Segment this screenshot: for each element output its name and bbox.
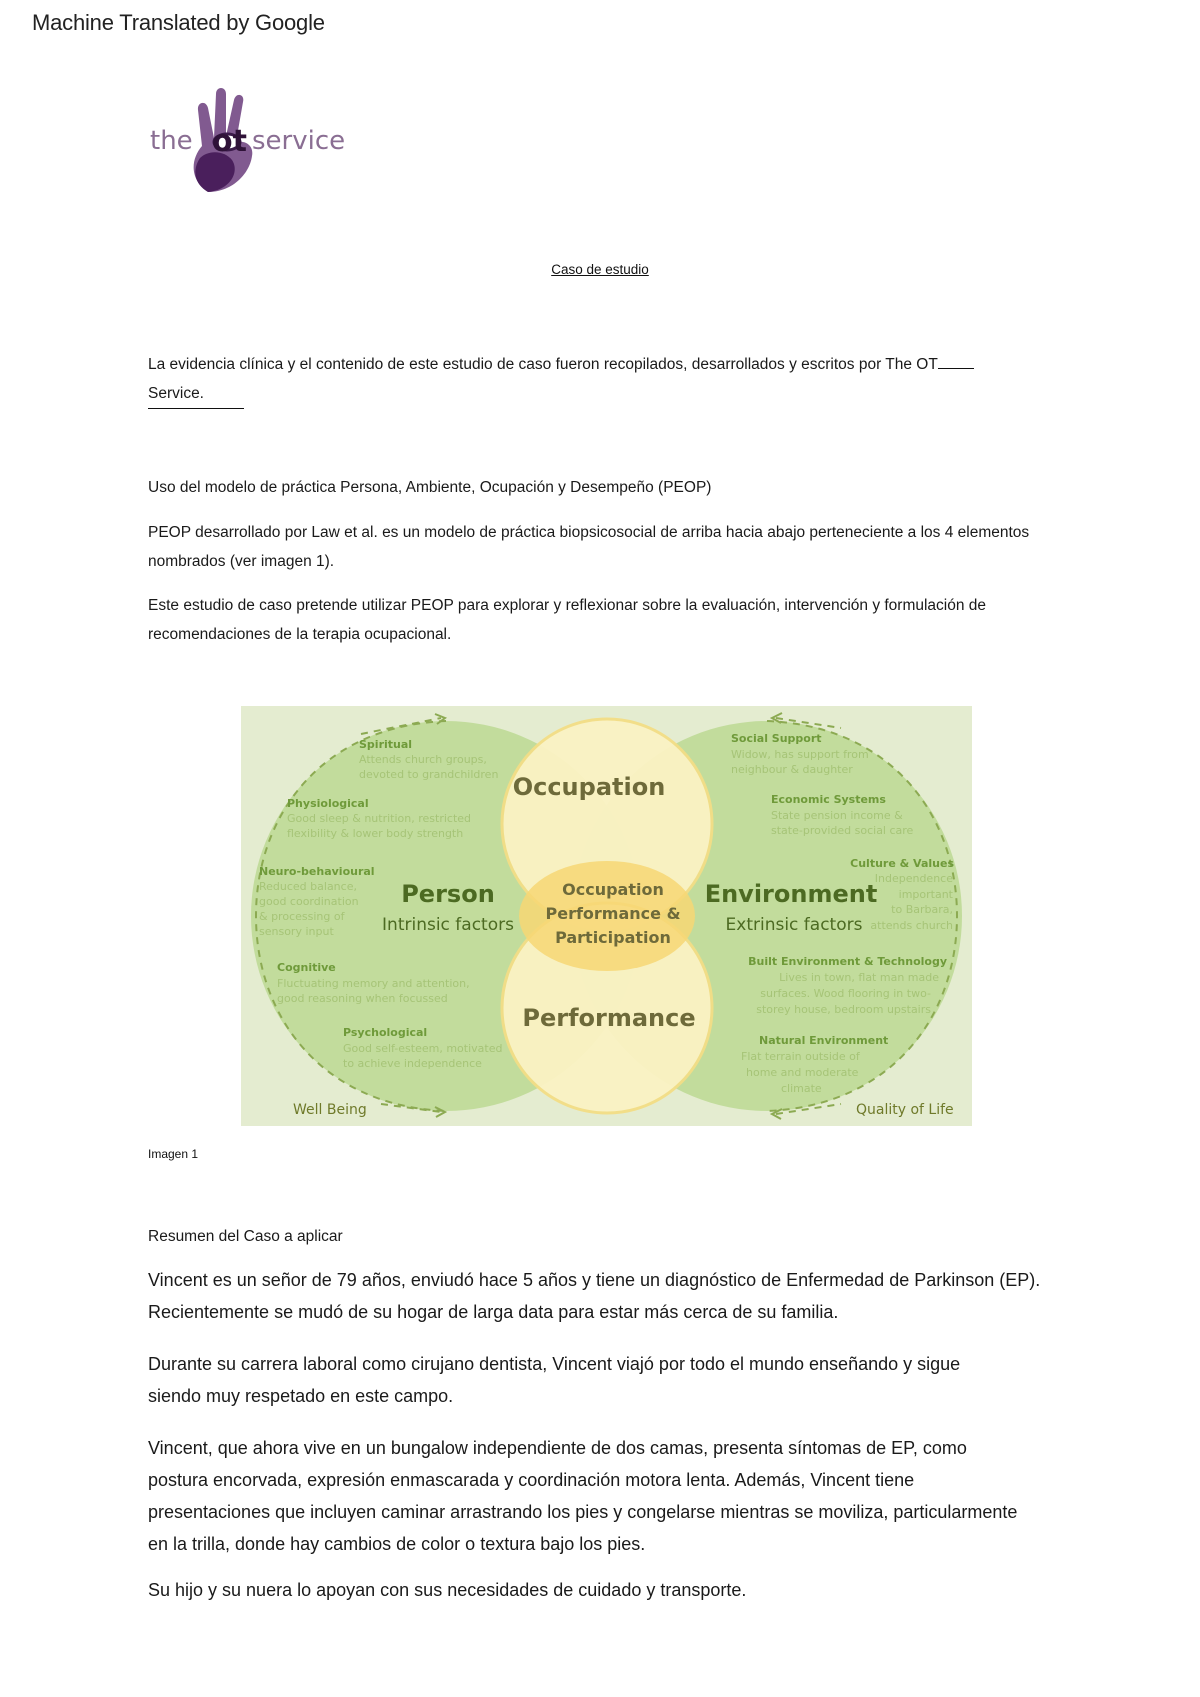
svg-text:Neuro-behavioural: Neuro-behavioural bbox=[259, 865, 375, 878]
svg-text:important: important bbox=[898, 888, 953, 901]
svg-text:Spiritual: Spiritual bbox=[359, 738, 413, 751]
person-title: Person bbox=[401, 880, 495, 908]
svg-text:Social Support: Social Support bbox=[731, 732, 822, 745]
image-caption: Imagen 1 bbox=[148, 1147, 199, 1161]
svg-text:home and moderate: home and moderate bbox=[746, 1066, 859, 1079]
svg-text:sensory input: sensory input bbox=[259, 925, 334, 938]
svg-text:surfaces. Wood flooring in two: surfaces. Wood flooring in two- bbox=[760, 987, 931, 1000]
svg-text:Good self-esteem, motivated: Good self-esteem, motivated bbox=[343, 1042, 503, 1055]
intro-text: La evidencia clínica y el contenido de este estudio de caso fueron recopilados, desarrollados y escritos por The OT bbox=[148, 356, 938, 373]
svg-text:Reduced balance,: Reduced balance, bbox=[259, 880, 357, 893]
svg-text:good reasoning when focussed: good reasoning when focussed bbox=[277, 992, 448, 1005]
summary-paragraph-4: Su hijo y su nuera lo apoyan con sus necesidades de cuidado y transporte. bbox=[148, 1580, 747, 1600]
svg-text:Physiological: Physiological bbox=[287, 797, 369, 810]
intro-paragraph bbox=[148, 350, 1048, 409]
center-line-3: Participation bbox=[555, 928, 671, 947]
svg-text:Natural Environment: Natural Environment bbox=[759, 1034, 889, 1047]
svg-text:Built Environment & Technology: Built Environment & Technology bbox=[748, 955, 947, 968]
svg-text:to achieve independence: to achieve independence bbox=[343, 1057, 482, 1070]
summary-paragraph-1: Vincent es un señor de 79 años, enviudó hace 5 años y tiene un diagnóstico de Enfermedad de Parkinson (EP). Recientemente se mudó de su hogar de larga data para estar más cerca de su familia. bbox=[148, 1270, 1041, 1322]
svg-text:devoted to grandchildren: devoted to grandchildren bbox=[359, 768, 499, 781]
svg-text:good coordination: good coordination bbox=[259, 895, 359, 908]
peop-diagram bbox=[241, 706, 972, 1126]
well-being-label: Well Being bbox=[293, 1102, 367, 1118]
svg-text:Good sleep & nutrition, restri: Good sleep & nutrition, restricted bbox=[287, 812, 472, 825]
svg-text:Cognitive: Cognitive bbox=[277, 961, 336, 974]
peop-paragraph-2: Este estudio de caso pretende utilizar PEOP para explorar y reflexionar sobre la evaluación, intervención y formulación de recomendaciones de la terapia ocupacional. bbox=[148, 597, 987, 643]
svg-text:state-provided social care: state-provided social care bbox=[771, 824, 914, 837]
peop-heading: Uso del modelo de práctica Persona, Ambiente, Ocupación y Desempeño (PEOP) bbox=[148, 479, 712, 496]
svg-text:storey house, bedroom upstairs: storey house, bedroom upstairs bbox=[756, 1003, 931, 1016]
svg-text:Flat terrain outside of: Flat terrain outside of bbox=[741, 1050, 860, 1063]
svg-text:attends church: attends church bbox=[870, 919, 953, 932]
peop-diagram-svg bbox=[241, 706, 972, 1126]
summary-paragraph-3: Vincent, que ahora vive en un bungalow independiente de dos camas, presenta síntomas de EP, como postura encorvada, expresión enmascarada y coordinación motora lenta. Además, Vincent tiene presentaciones que incluyen caminar arrastrando los pies y congelarse mientras se moviliza, particularmente en la trilla, donde hay cambios de color o textura bajo los pies. bbox=[148, 1438, 1018, 1554]
page-title: Caso de estudio bbox=[551, 262, 649, 277]
svg-text:Fluctuating memory and attenti: Fluctuating memory and attention, bbox=[277, 977, 470, 990]
svg-text:Culture & Values: Culture & Values bbox=[850, 857, 954, 870]
svg-text:Independence: Independence bbox=[874, 872, 953, 885]
svg-text:& processing of: & processing of bbox=[259, 910, 345, 923]
the-ot-service-logo bbox=[150, 80, 365, 200]
occupation-label: Occupation bbox=[512, 773, 666, 801]
machine-translated-banner: Machine Translated by Google bbox=[32, 10, 325, 35]
logo-word-ot: ot bbox=[212, 124, 247, 159]
svg-text:State pension income &: State pension income & bbox=[771, 809, 903, 822]
svg-text:neighbour & daughter: neighbour & daughter bbox=[731, 763, 853, 776]
center-line-1: Occupation bbox=[562, 880, 664, 899]
svg-text:Economic Systems: Economic Systems bbox=[771, 793, 886, 806]
svg-text:Lives in town, flat man made: Lives in town, flat man made bbox=[779, 971, 939, 984]
logo-word-service: service bbox=[252, 126, 346, 156]
svg-text:flexibility & lower body stren: flexibility & lower body strength bbox=[287, 827, 464, 840]
svg-text:climate: climate bbox=[781, 1082, 822, 1095]
environment-title: Environment bbox=[704, 880, 878, 908]
summary-paragraph-2: Durante su carrera laboral como cirujano dentista, Vincent viajó por todo el mundo enseñando y sigue siendo muy respetado en este campo. bbox=[148, 1354, 961, 1406]
svg-text:Psychological: Psychological bbox=[343, 1026, 428, 1039]
svg-text:Attends church groups,: Attends church groups, bbox=[359, 753, 487, 766]
svg-text:to Barbara,: to Barbara, bbox=[891, 903, 953, 916]
summary-heading: Resumen del Caso a aplicar bbox=[148, 1228, 343, 1245]
svg-text:Widow, has support from: Widow, has support from bbox=[731, 748, 869, 761]
center-line-2: Performance & bbox=[545, 904, 681, 923]
logo-word-the: the bbox=[150, 126, 193, 156]
performance-label: Performance bbox=[522, 1004, 696, 1032]
intro-link-service[interactable]: Service. bbox=[148, 379, 244, 409]
peop-paragraph-1: PEOP desarrollado por Law et al. es un modelo de práctica biopsicosocial de arriba hacia abajo perteneciente a los 4 elementos nombrados (ver imagen 1). bbox=[148, 524, 1030, 570]
person-subtitle: Intrinsic factors bbox=[382, 915, 514, 935]
quality-of-life-label: Quality of Life bbox=[856, 1102, 954, 1118]
environment-subtitle: Extrinsic factors bbox=[725, 915, 863, 935]
